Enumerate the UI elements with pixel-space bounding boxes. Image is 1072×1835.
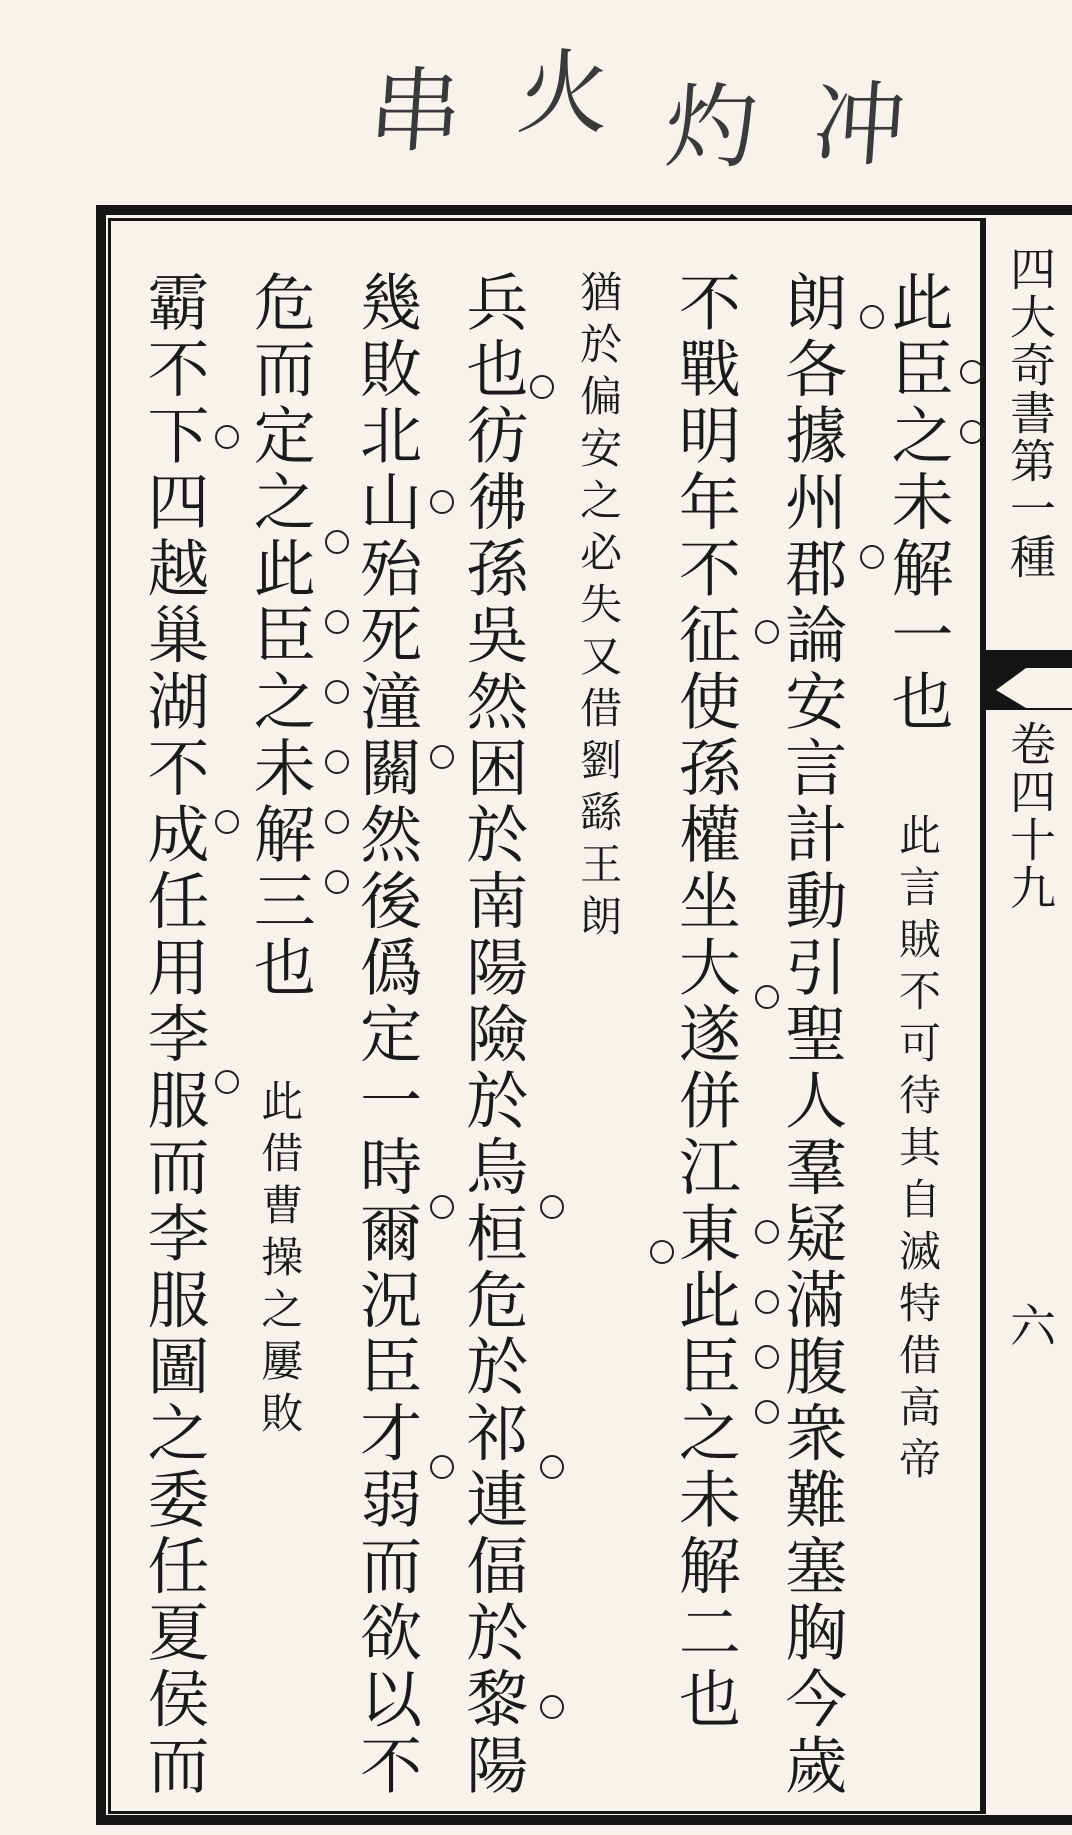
- fishtail-mark: [986, 650, 1072, 710]
- text-column: [338, 270, 434, 1810]
- main-text: 不戰明年不征使孫權坐大遂併江東此臣之未解二也: [668, 270, 742, 1733]
- main-text: 幾敗北山殆死潼關然後僞定一時爾況臣才弱而欲以不: [349, 270, 423, 1800]
- commentary-note: 猶於偏安之必失又借劉繇王朗: [574, 270, 624, 946]
- main-text: 兵也彷彿孫吳然困於南陽險於烏桓危於祁連偪於黎陽: [455, 270, 529, 1800]
- main-text: 朗各據州郡論安言計動引聖人羣疑滿腹衆難塞胸今歲: [774, 270, 848, 1800]
- margin-rule: [983, 218, 986, 1814]
- text-column: [869, 270, 965, 1810]
- volume-number: 卷四十九: [1003, 720, 1057, 912]
- handwritten-annotation: [365, 10, 914, 181]
- commentary-note: 此言賊不可待其自滅特借高帝: [892, 813, 942, 1489]
- book-title: 四大奇書第一種: [1003, 245, 1057, 581]
- text-column: [656, 270, 752, 1810]
- text-body: [125, 270, 965, 1810]
- main-text: 霸不下四越巢湖不成任用李服而李服圖之委任夏侯而: [137, 270, 210, 1800]
- text-column: [444, 270, 540, 1810]
- text-column: [231, 270, 327, 1810]
- annotation-char: 火: [513, 40, 618, 147]
- annotation-char: 冲: [809, 72, 914, 179]
- text-column: [125, 270, 221, 1810]
- text-column: [763, 270, 859, 1810]
- folio-number: 六: [1010, 1299, 1056, 1353]
- annotation-char: 灼: [661, 74, 766, 181]
- main-text: 危而定之此臣之未解三也: [243, 270, 317, 1002]
- main-text: 此臣之未解一也: [880, 270, 954, 736]
- commentary-note: 此借曹操之屢敗: [255, 1079, 305, 1443]
- annotation-char: 串: [365, 58, 470, 165]
- text-column: [550, 270, 646, 1810]
